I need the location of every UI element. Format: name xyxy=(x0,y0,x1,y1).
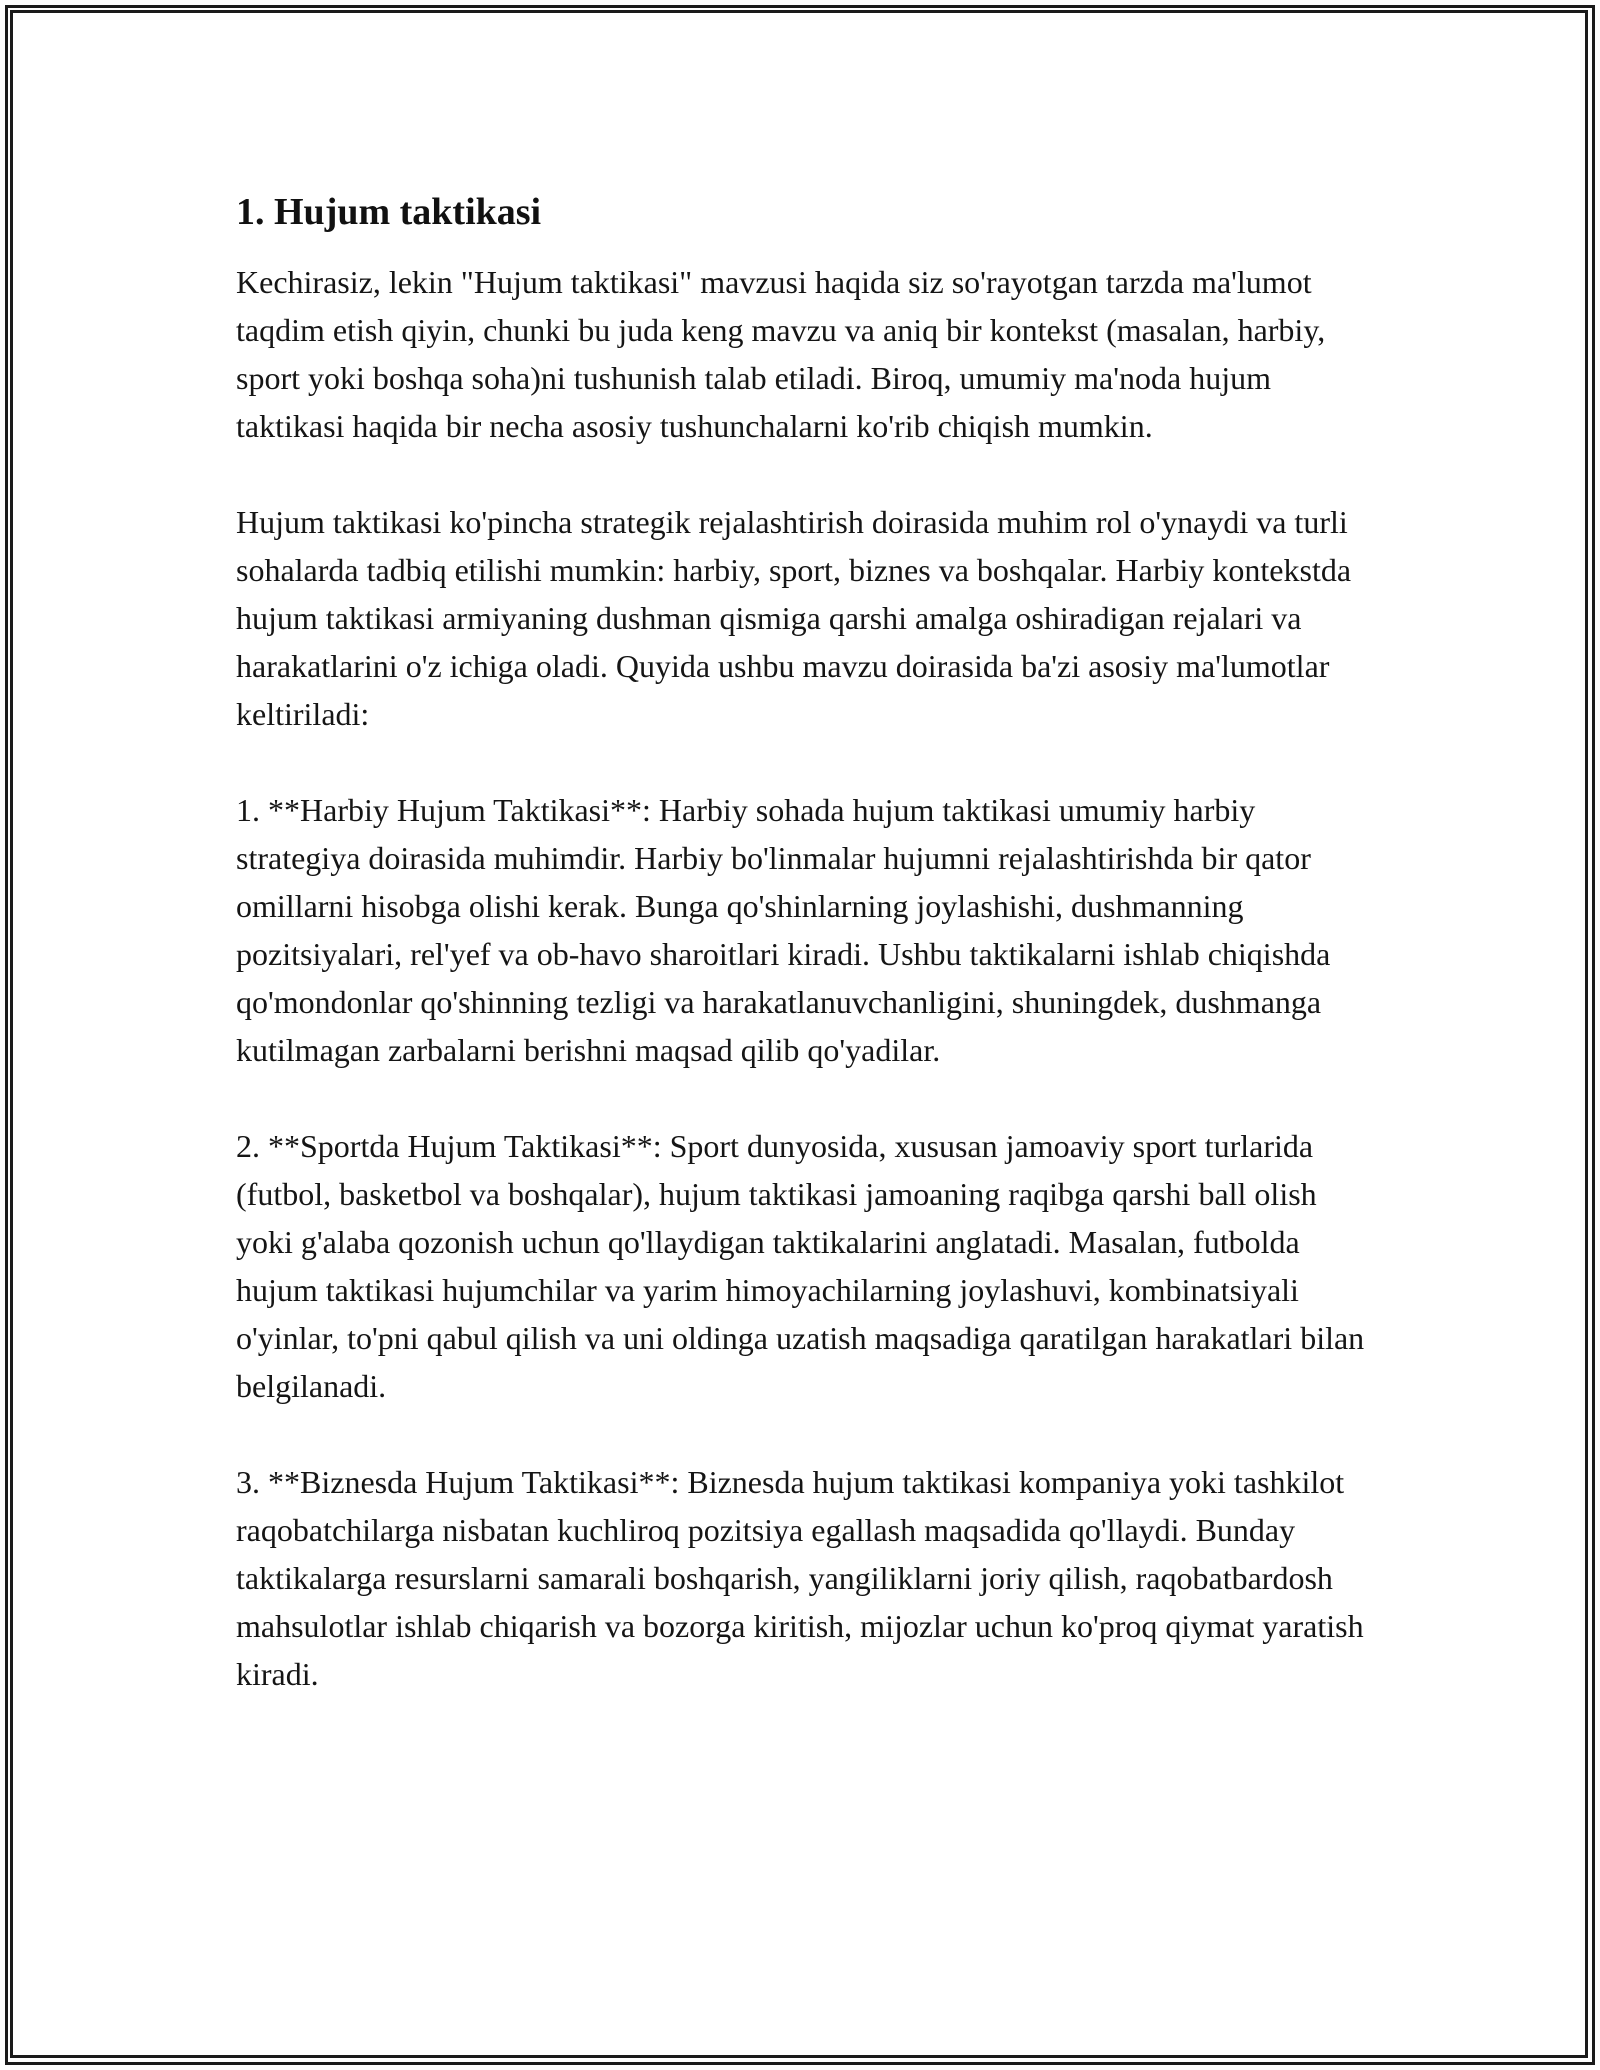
sport-tactics-paragraph: 2. **Sportda Hujum Taktikasi**: Sport dunyosida, xususan jamoaviy sport turlarida (futbol, basketbol va boshqalar), hujum taktikasi jamoaning raqibga qarshi ball olish yoki g'alaba qozonish uchun qo'llaydigan taktikalarini anglatadi. Masalan, futbolda hujum taktikasi hujumchilar va yarim himoyachilarning joylashuvi, kombinatsiyali o'yinlar, to'pni qabul qilish va uni oldinga uzatish maqsadiga qaratilgan harakatlari bilan belgilanadi. xyxy=(236,1128,1365,1404)
military-tactics-paragraph: 1. **Harbiy Hujum Taktikasi**: Harbiy sohada hujum taktikasi umumiy harbiy strategiya doirasida muhimdir. Harbiy bo'linmalar hujumni rejalashtirishda bir qator omillarni hisobga olishi kerak. Bunga qo'shinlarning joylashishi, dushmanning pozitsiyalari, rel'yef va ob-havo sharoitlari kiradi. Ushbu taktikalarni ishlab chiqishda qo'mondonlar qo'shinning tezligi va harakatlanuvchanligini, shuningdek, dushmanga kutilmagan zarbalarni berishni maqsad qilib qo'yadilar. xyxy=(236,792,1331,1068)
business-tactics-paragraph: 3. **Biznesda Hujum Taktikasi**: Biznesda hujum taktikasi kompaniya yoki tashkilot raqobatchilarga nisbatan kuchliroq pozitsiya egallash maqsadida qo'llaydi. Bunday taktikalarga resurslarni samarali boshqarish, yangiliklarni joriy qilish, raqobatbardosh mahsulotlar ishlab chiqarish va bozorga kiritish, mijozlar uchun ko'proq qiymat yaratish kiradi. xyxy=(236,1464,1364,1692)
section-heading: 1. Hujum taktikasi xyxy=(236,191,542,233)
document-body xyxy=(236,186,1376,1746)
context-paragraph: Hujum taktikasi ko'pincha strategik rejalashtirish doirasida muhim rol o'ynaydi va turli sohalarda tadbiq etilishi mumkin: harbiy, sport, biznes va boshqalar. Harbiy kontekstda hujum taktikasi armiyaning dushman qismiga qarshi amalga oshiradigan rejalari va harakatlarini o'z ichiga oladi. Quyida ushbu mavzu doirasida ba'zi asosiy ma'lumotlar keltiriladi: xyxy=(236,504,1352,732)
intro-paragraph: Kechirasiz, lekin "Hujum taktikasi" mavzusi haqida siz so'rayotgan tarzda ma'lumot taqdim etish qiyin, chunki bu juda keng mavzu va aniq bir kontekst (masalan, harbiy, sport yoki boshqa soha)ni tushunish talab etiladi. Biroq, umumiy ma'noda hujum taktikasi haqida bir necha asosiy tushunchalarni ko'rib chiqish mumkin. xyxy=(236,264,1326,444)
